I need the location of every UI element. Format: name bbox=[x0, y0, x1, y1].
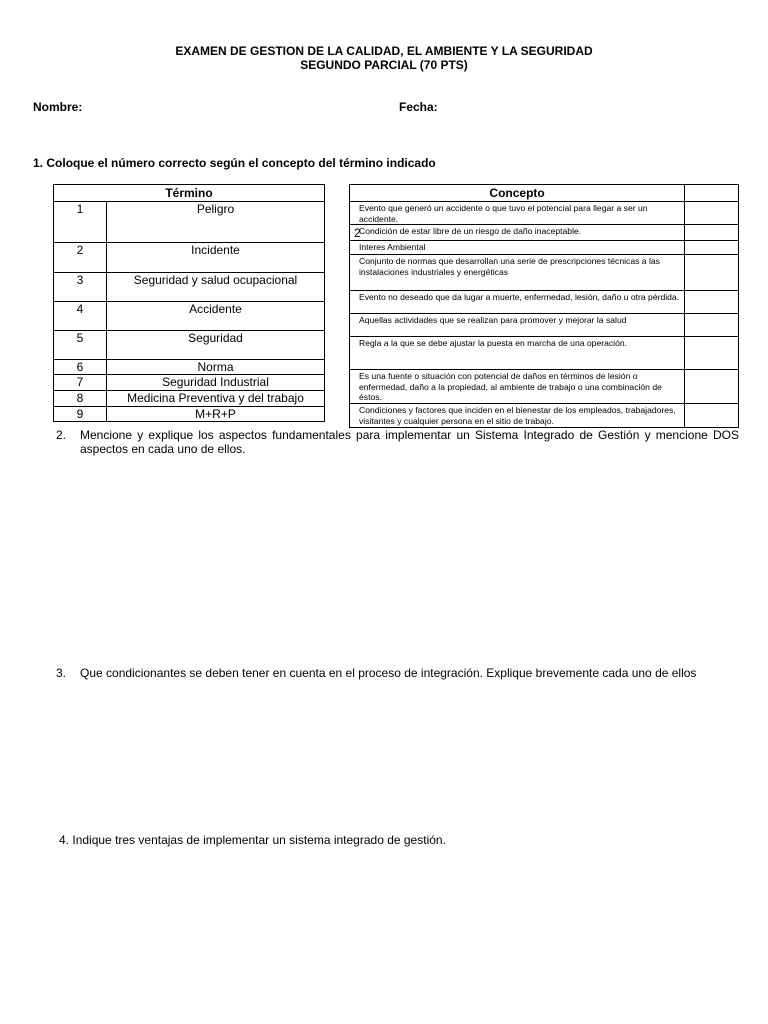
answer-cell[interactable] bbox=[685, 202, 739, 225]
exam-title: EXAMEN DE GESTION DE LA CALIDAD, EL AMBIENTE Y LA SEGURIDAD bbox=[175, 44, 593, 58]
concept-row bbox=[350, 314, 739, 337]
concept-table-header: Concepto bbox=[350, 185, 685, 202]
concept-text: Conjunto de normas que desarrollan una serie de prescripciones técnicas a las instalaciones industriales y energéticas bbox=[350, 255, 685, 291]
question-2-number: 2. bbox=[56, 428, 67, 442]
term-number: 1 bbox=[54, 202, 107, 243]
term-number: 6 bbox=[54, 360, 107, 375]
answer-cell[interactable] bbox=[685, 370, 739, 404]
concept-text-cell bbox=[350, 225, 685, 241]
question-1-text: Coloque el número correcto según el concepto del término indicado bbox=[46, 156, 436, 170]
question-2-text: Mencione y explique los aspectos fundamentales para implementar un Sistema Integrado de Gestión y mencione DOS aspectos en cada uno de ellos. bbox=[80, 428, 739, 456]
answer-cell[interactable] bbox=[685, 404, 739, 428]
term-row bbox=[54, 391, 325, 407]
answer-cell[interactable] bbox=[685, 291, 739, 314]
answer-cell[interactable] bbox=[685, 337, 739, 370]
term-name: Seguridad bbox=[107, 331, 325, 360]
concept-text: Condición de estar libre de un riesgo de daño inaceptable. bbox=[359, 226, 582, 236]
concept-row bbox=[350, 404, 739, 428]
term-row bbox=[54, 407, 325, 422]
term-row bbox=[54, 202, 325, 243]
concept-text: Condiciones y factores que inciden en el bienestar de los empleados, trabajadores, visitantes y cualquier persona en el sitio de trabajo. bbox=[350, 404, 685, 428]
term-number: 8 bbox=[54, 391, 107, 407]
question-1-number: 1. bbox=[33, 156, 44, 170]
question-1 bbox=[33, 156, 436, 170]
term-number: 9 bbox=[54, 407, 107, 422]
term-name: Peligro bbox=[107, 202, 325, 243]
concept-text: Interes Ambiental bbox=[350, 241, 685, 255]
term-number: 4 bbox=[54, 302, 107, 331]
term-name: Medicina Preventiva y del trabajo bbox=[107, 391, 325, 407]
concept-row bbox=[350, 241, 739, 255]
term-name: Seguridad Industrial bbox=[107, 375, 325, 391]
question-4-text: Indique tres ventajas de implementar un sistema integrado de gestión. bbox=[72, 833, 446, 847]
term-row bbox=[54, 331, 325, 360]
answer-cell[interactable] bbox=[685, 225, 739, 241]
term-table bbox=[53, 184, 325, 422]
question-3-number: 3. bbox=[56, 666, 67, 680]
concept-row bbox=[350, 370, 739, 404]
exam-subtitle: SEGUNDO PARCIAL (70 PTS) bbox=[300, 58, 468, 72]
concept-row bbox=[350, 202, 739, 225]
term-table-header: Término bbox=[54, 185, 325, 202]
concept-text: Es una fuente o situación con potencial de daños en términos de lesión o enfermedad, daño a la propiedad, al ambiente de trabajo o una combinación de éstos. bbox=[350, 370, 685, 404]
term-name: M+R+P bbox=[107, 407, 325, 422]
concept-row bbox=[350, 291, 739, 314]
term-name: Norma bbox=[107, 360, 325, 375]
term-number: 2 bbox=[54, 243, 107, 273]
concept-row bbox=[350, 337, 739, 370]
concept-text: Evento no deseado que da lugar a muerte, enfermedad, lesión, daño u otra pérdida. bbox=[350, 291, 685, 314]
concept-row bbox=[350, 225, 739, 241]
answer-cell[interactable] bbox=[685, 241, 739, 255]
term-row bbox=[54, 302, 325, 331]
term-row bbox=[54, 243, 325, 273]
handwritten-mark: 2 bbox=[354, 226, 361, 240]
concept-text: Aquellas actividades que se realizan para promover y mejorar la salud bbox=[350, 314, 685, 337]
question-3-text: Que condicionantes se deben tener en cuenta en el proceso de integración. Explique brevemente cada uno de ellos bbox=[80, 666, 697, 680]
term-row bbox=[54, 360, 325, 375]
concept-text: Regla a la que se debe ajustar la puesta en marcha de una operación. bbox=[350, 337, 685, 370]
concept-text: Evento que generó un accidente o que tuvo el potencial para llegar a ser un accidente. bbox=[350, 202, 685, 225]
term-number: 5 bbox=[54, 331, 107, 360]
question-2 bbox=[56, 428, 739, 456]
question-3 bbox=[56, 666, 739, 680]
date-label: Fecha: bbox=[399, 100, 438, 114]
answer-cell[interactable] bbox=[685, 255, 739, 291]
concept-row bbox=[350, 255, 739, 291]
term-number: 3 bbox=[54, 273, 107, 302]
concept-table bbox=[349, 184, 739, 428]
answer-cell[interactable] bbox=[685, 314, 739, 337]
answer-column-header bbox=[685, 185, 739, 202]
question-4-number: 4. bbox=[59, 833, 70, 847]
question-4 bbox=[59, 833, 446, 847]
name-label: Nombre: bbox=[33, 100, 83, 114]
term-row bbox=[54, 273, 325, 302]
term-number: 7 bbox=[54, 375, 107, 391]
term-name: Accidente bbox=[107, 302, 325, 331]
term-name: Incidente bbox=[107, 243, 325, 273]
term-row bbox=[54, 375, 325, 391]
term-name: Seguridad y salud ocupacional bbox=[107, 273, 325, 302]
